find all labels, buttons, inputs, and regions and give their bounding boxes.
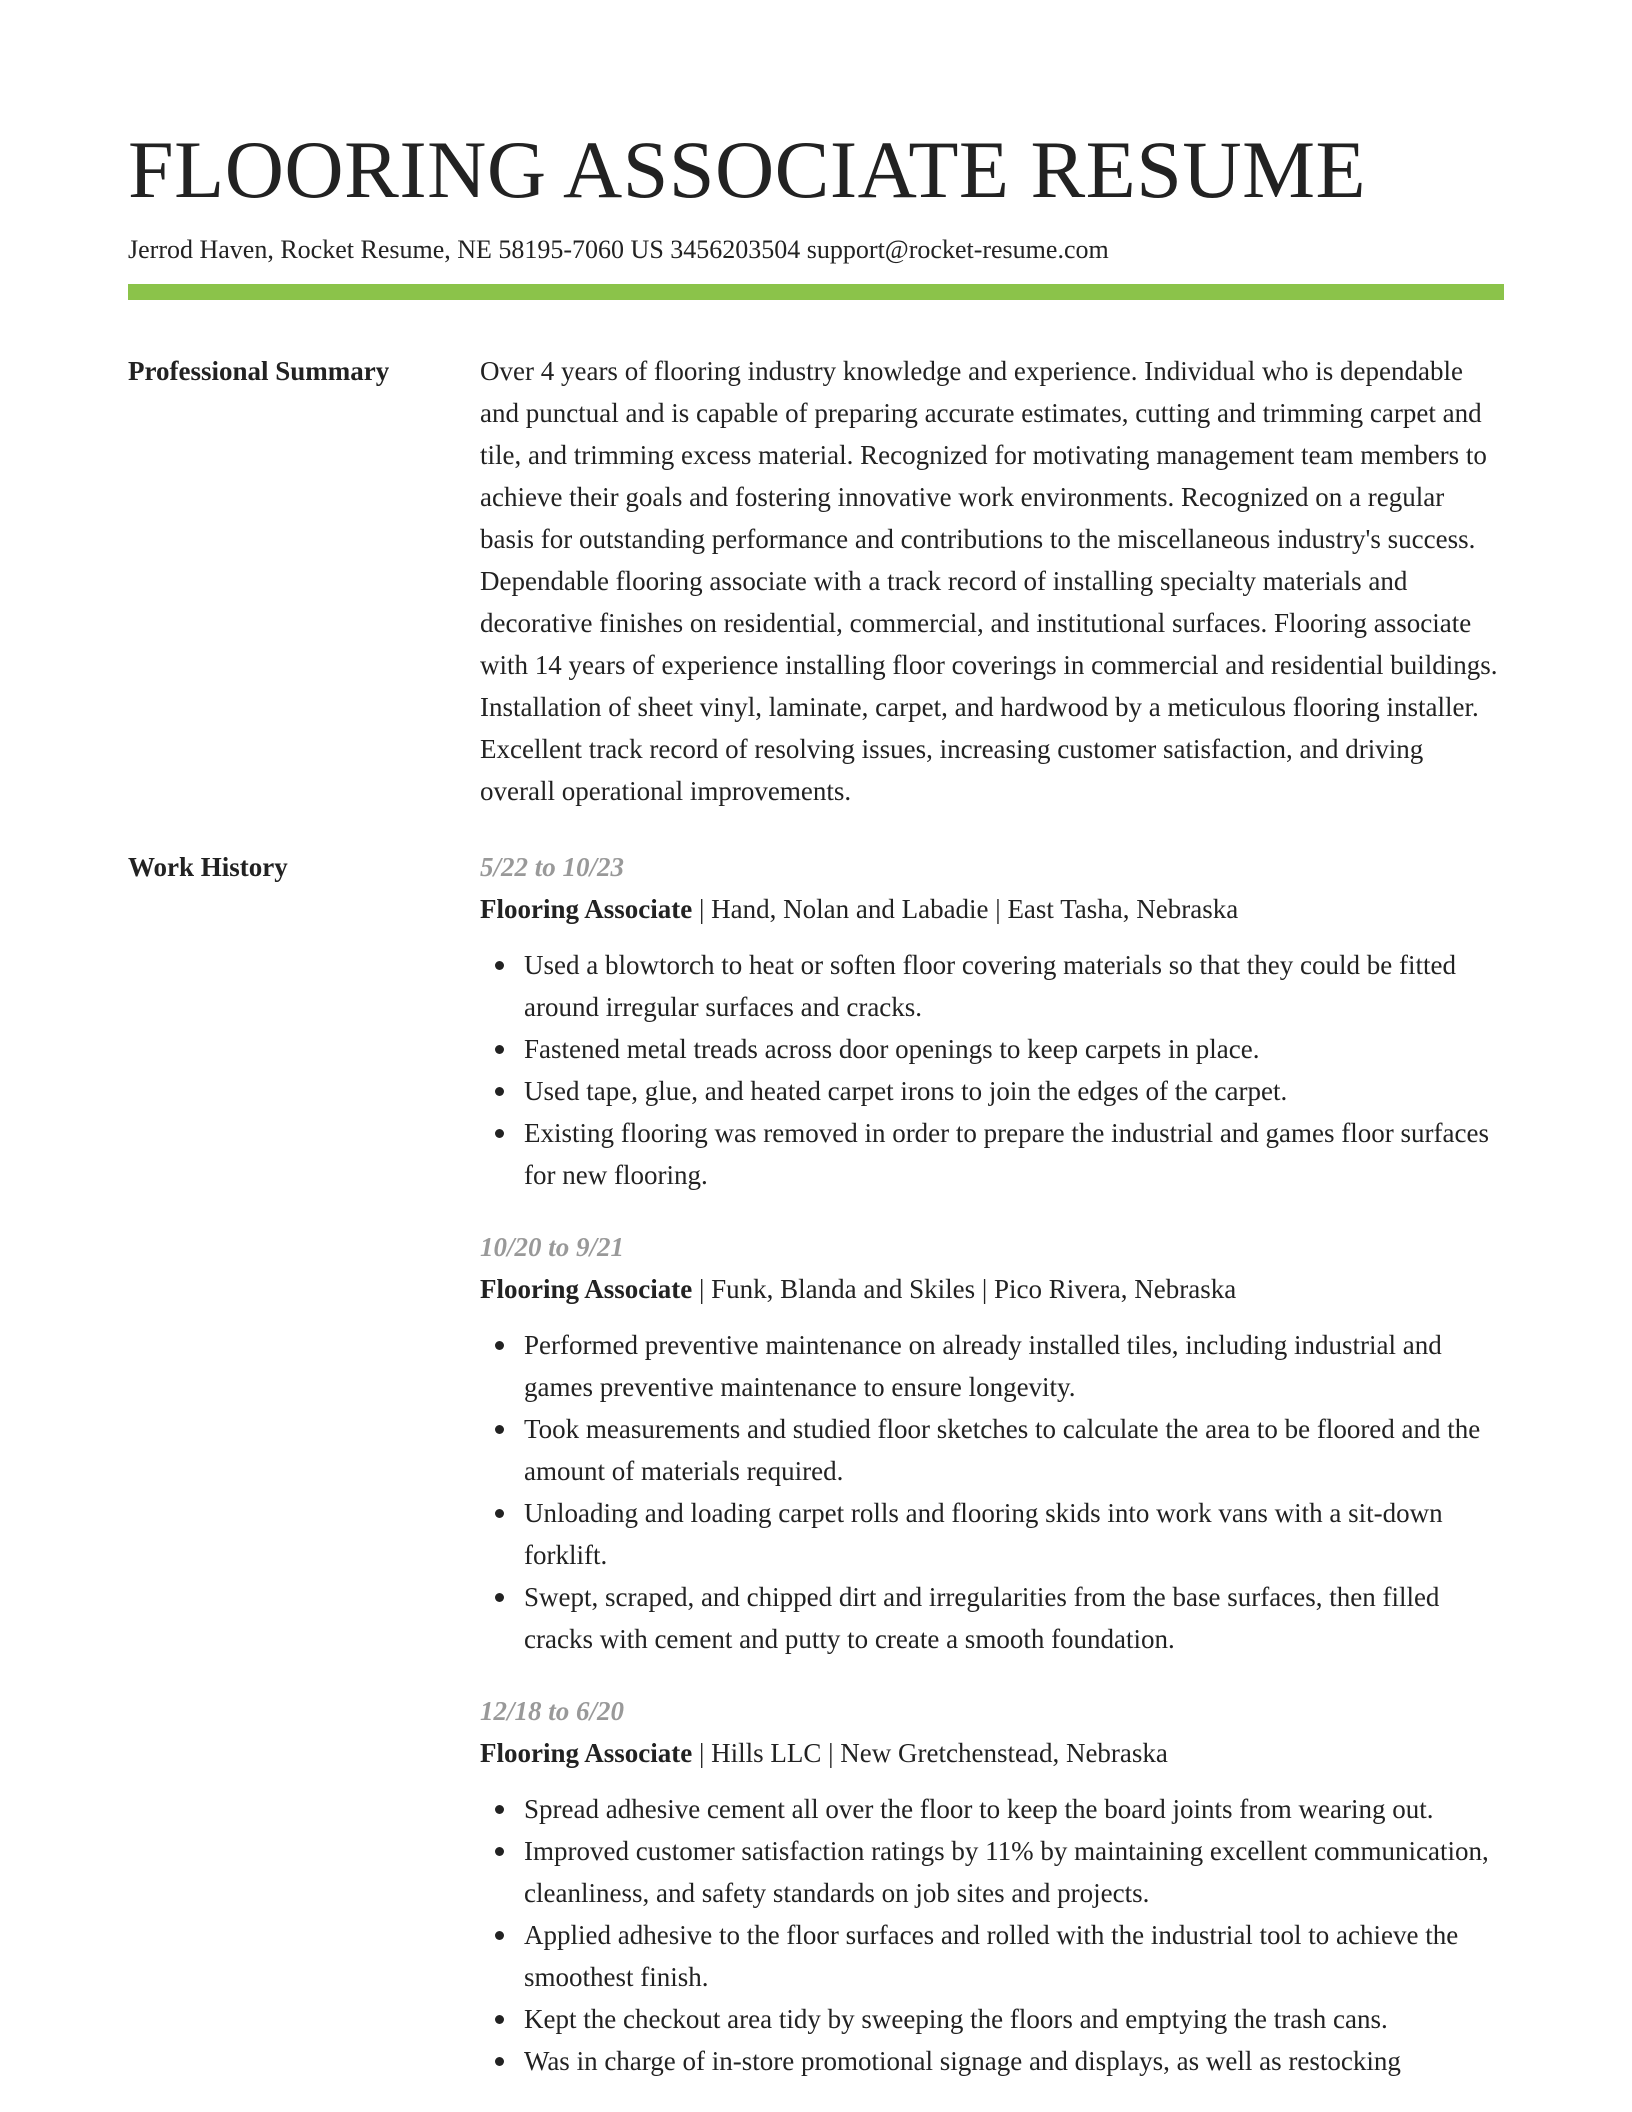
contact-email[interactable]: support@rocket-resume.com	[806, 235, 1109, 264]
job-duty-item: Kept the checkout area tidy by sweeping the floors and emptying the trash cans.	[524, 1998, 1504, 2040]
job-employer-location: | Hand, Nolan and Labadie | East Tasha, Nebraska	[692, 894, 1239, 924]
job-duty-item: Fastened metal treads across door openings to keep carpets in place.	[524, 1028, 1504, 1070]
job-role: Flooring Associate	[480, 1274, 693, 1304]
job-duty-item: Performed preventive maintenance on already installed tiles, including industrial and games preventive maintenance to ensure longevity.	[524, 1324, 1504, 1408]
job-employer-location: | Funk, Blanda and Skiles | Pico Rivera, Nebraska	[692, 1274, 1237, 1304]
job-title-line	[480, 1732, 1504, 1774]
job-title-line	[480, 888, 1504, 930]
header-divider	[128, 284, 1504, 300]
job-duty-item: Improved customer satisfaction ratings by 11% by maintaining excellent communication, cleanliness, and safety standards on job sites and projects.	[524, 1830, 1504, 1914]
job-duty-item: Used a blowtorch to heat or soften floor covering materials so that they could be fitted around irregular surfaces and cracks.	[524, 944, 1504, 1028]
professional-summary-section	[128, 350, 1504, 812]
job-employer-location: | Hills LLC | New Gretchenstead, Nebraska	[692, 1738, 1168, 1768]
job-entry	[480, 1690, 1504, 2082]
job-duties	[480, 944, 1504, 1196]
job-role: Flooring Associate	[480, 1738, 693, 1768]
job-duty-item: Spread adhesive cement all over the floor to keep the board joints from wearing out.	[524, 1788, 1504, 1830]
resume-title: FLOORING ASSOCIATE RESUME	[128, 124, 1367, 215]
job-duty-item: Unloading and loading carpet rolls and flooring skids into work vans with a sit-down forklift.	[524, 1492, 1504, 1576]
section-label-work-history: Work History	[128, 852, 288, 882]
summary-text: Over 4 years of flooring industry knowledge and experience. Individual who is dependable and punctual and is capable of preparing accurate estimates, cutting and trimming carpet and tile, and trimming excess material. Recognized for motivating management team members to achieve their goals and fostering innovative work environments. Recognized on a regular basis for outstanding performance and contributions to the miscellaneous industry's success. Dependable flooring associate with a track record of installing specialty materials and decorative finishes on residential, commercial, and institutional surfaces. Flooring associate with 14 years of experience installing floor coverings in commercial and residential buildings. Installation of sheet vinyl, laminate, carpet, and hardwood by a meticulous flooring installer. Excellent track record of resolving issues, increasing customer satisfaction, and driving overall operational improvements.	[480, 356, 1498, 806]
job-duty-item: Existing flooring was removed in order to prepare the industrial and games floor surfaces for new flooring.	[524, 1112, 1504, 1196]
job-dates: 12/18 to 6/20	[480, 1696, 625, 1726]
job-role: Flooring Associate	[480, 894, 693, 924]
work-history-list	[480, 846, 1504, 2112]
section-label-summary: Professional Summary	[128, 356, 390, 386]
job-dates: 10/20 to 9/21	[480, 1232, 625, 1262]
job-duty-item: Swept, scraped, and chipped dirt and irregularities from the base surfaces, then filled cracks with cement and putty to create a smooth foundation.	[524, 1576, 1504, 1660]
job-duty-item: Used tape, glue, and heated carpet irons to join the edges of the carpet.	[524, 1070, 1504, 1112]
contact-address: Jerrod Haven, Rocket Resume, NE 58195-7060 US	[128, 235, 664, 264]
contact-line	[128, 232, 1504, 268]
job-duty-item: Was in charge of in-store promotional signage and displays, as well as restocking	[524, 2040, 1504, 2082]
resume-page	[128, 120, 1504, 2112]
contact-phone: 3456203504	[670, 235, 801, 264]
job-title-line	[480, 1268, 1504, 1310]
job-dates: 5/22 to 10/23	[480, 852, 625, 882]
job-duty-item: Took measurements and studied floor sketches to calculate the area to be floored and the amount of materials required.	[524, 1408, 1504, 1492]
job-duties	[480, 1788, 1504, 2082]
job-duty-item: Applied adhesive to the floor surfaces and rolled with the industrial tool to achieve the smoothest finish.	[524, 1914, 1504, 1998]
job-duties	[480, 1324, 1504, 1660]
job-entry	[480, 846, 1504, 1196]
work-history-section	[128, 846, 1504, 2112]
job-entry	[480, 1226, 1504, 1660]
